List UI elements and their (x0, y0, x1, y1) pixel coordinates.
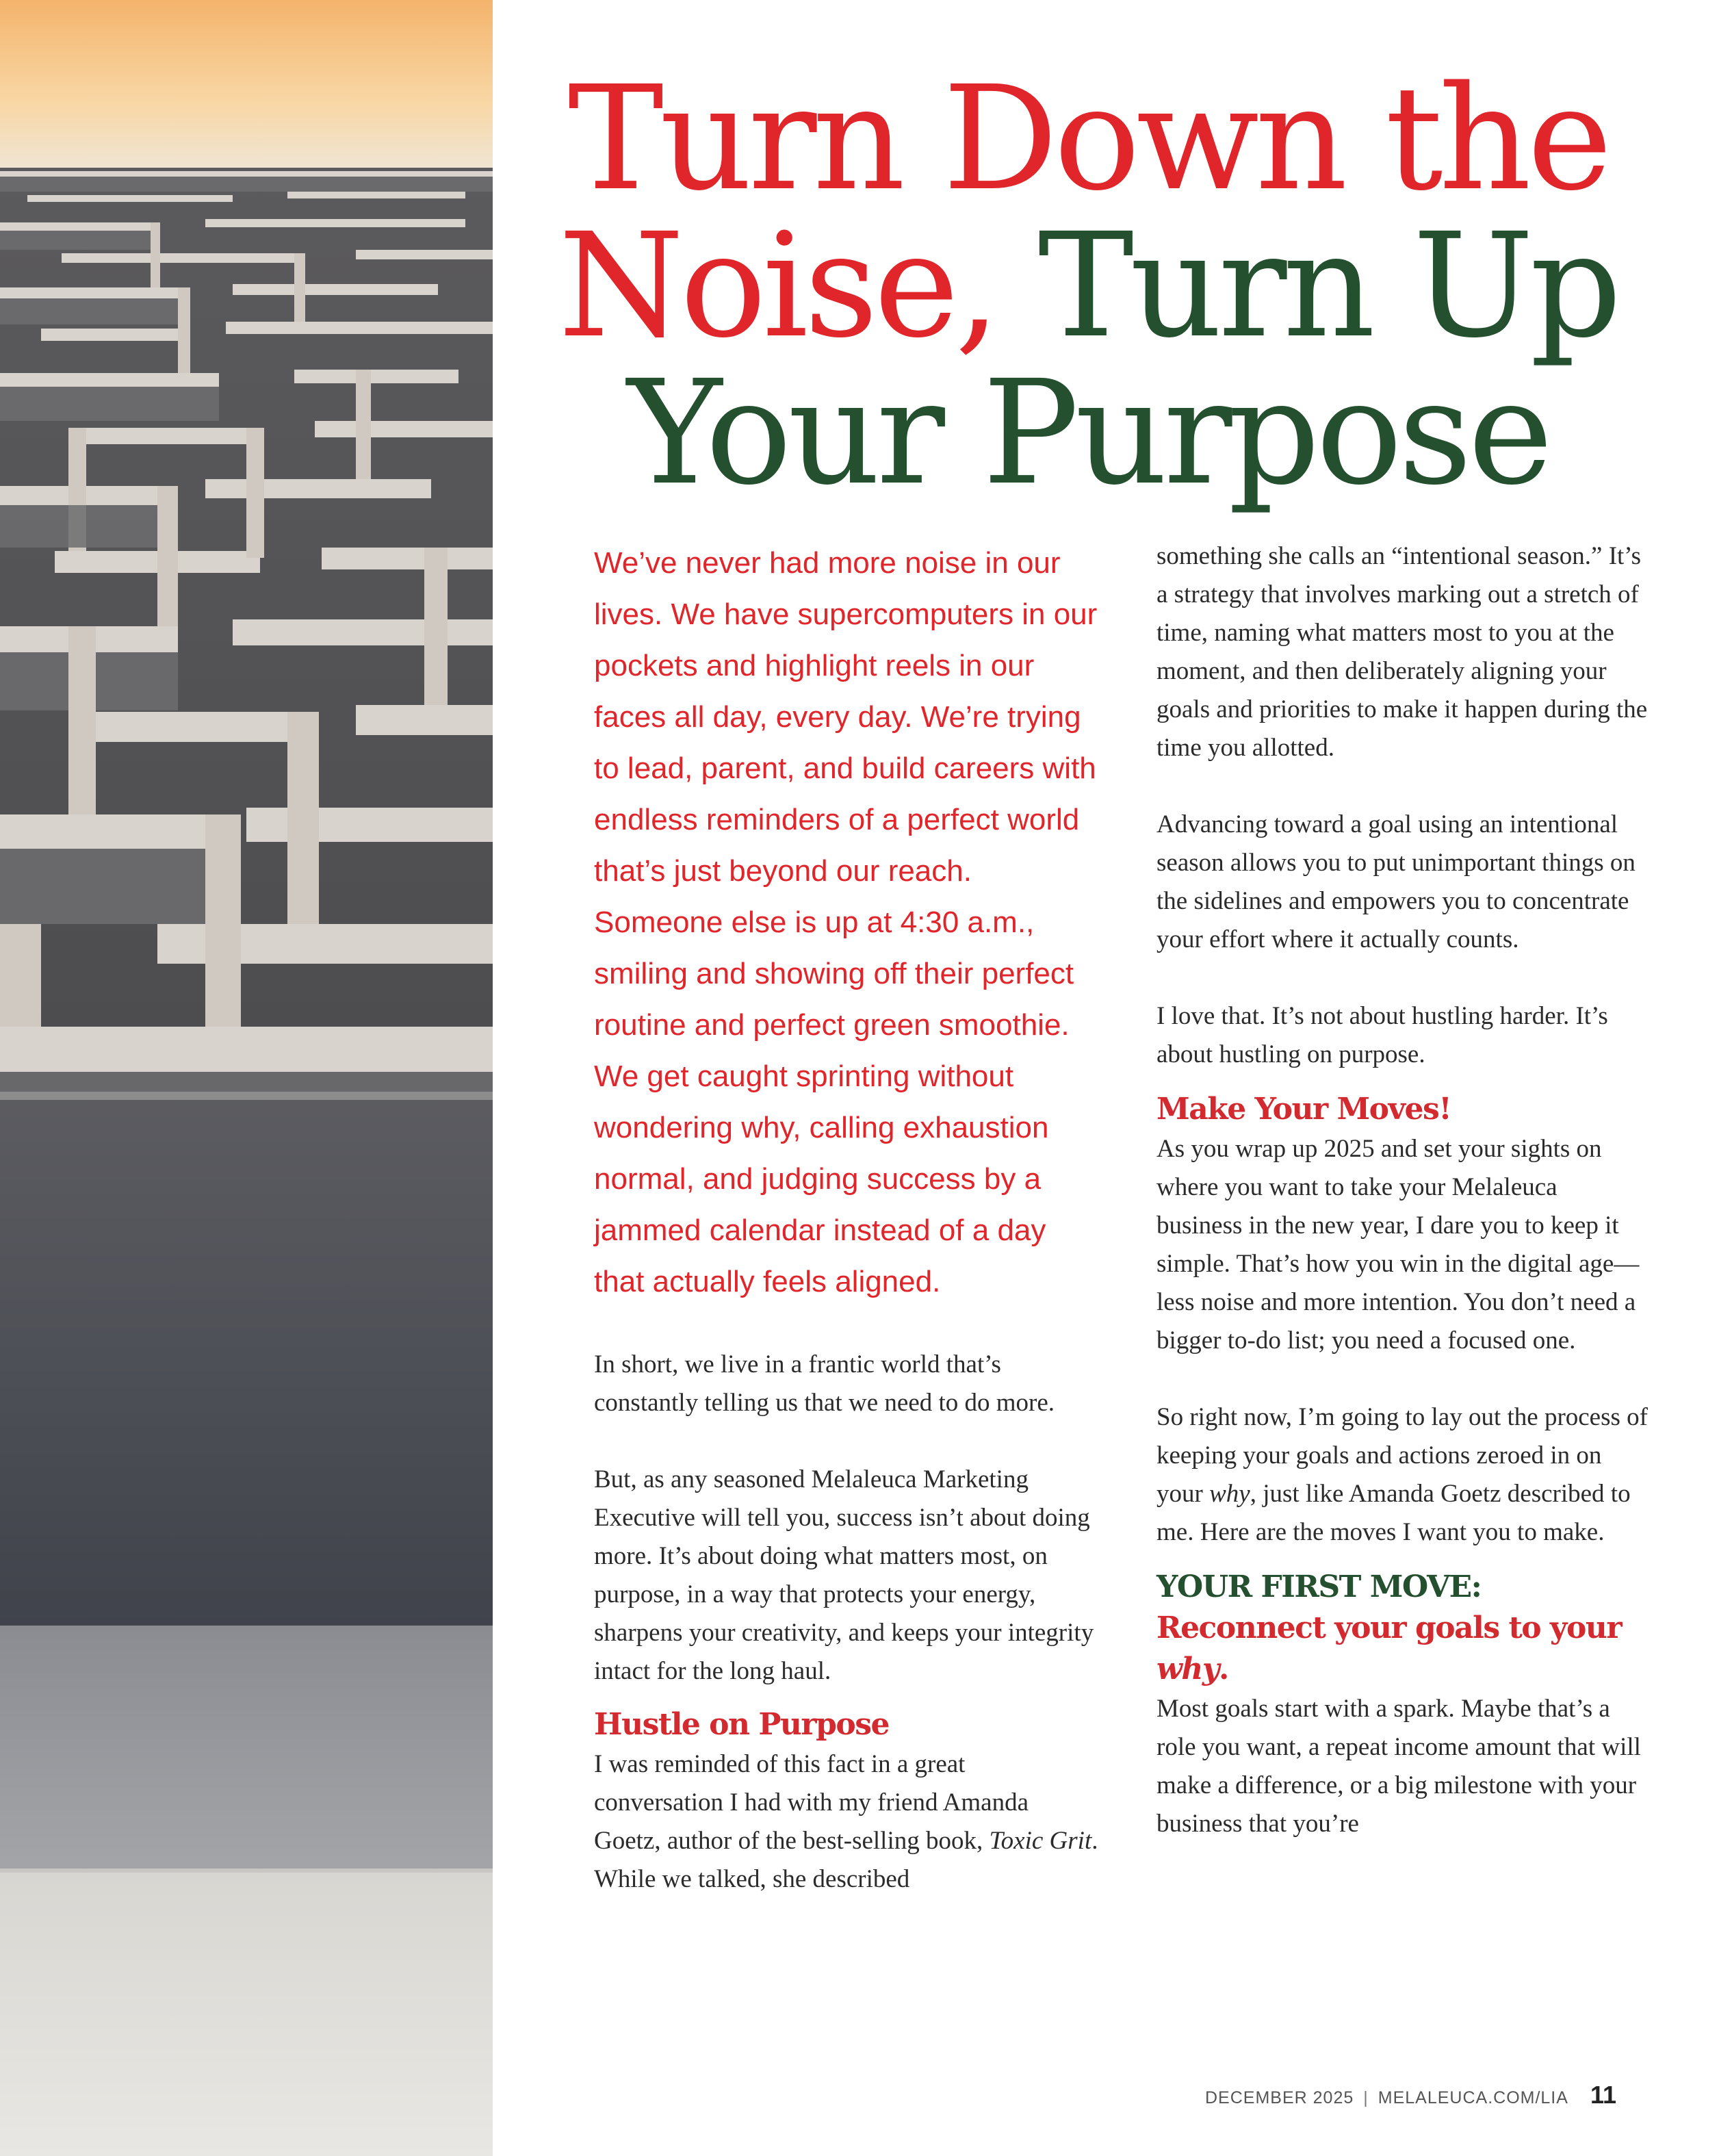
subhead-why: why (1156, 1652, 1219, 1686)
title-line-2 (547, 202, 1629, 370)
para8-text-b: , just like Amanda Goetz described to me. Here are the moves I want you to make. (1156, 1480, 1631, 1546)
article-title (547, 55, 1629, 517)
title-line-1: Turn Down the (567, 55, 1609, 222)
para3-text-a: I was reminded of this fact in a great conversation I had with my friend Amanda Goetz, author of the best-selling book, (594, 1750, 1029, 1855)
title-line-2-green: Turn Up (1037, 202, 1618, 370)
subhead-period: . (1218, 1652, 1228, 1686)
body-paragraph-2: But, as any seasoned Melaleuca Marketing Executive will tell you, success isn’t about doing more. It’s about doing what matters most, on purpose, in a way that protects your energy, sharpens your creativity, and keeps your integrity intact for the long haul. (594, 1465, 1094, 1685)
body-paragraph-5: Advancing toward a goal using an intentional season allows you to put unimportant things on the sidelines and empowers you to concentrate your effort where it actually counts. (1156, 810, 1636, 953)
para8-why: why (1209, 1480, 1250, 1508)
title-line-3: Your Purpose (627, 349, 1549, 517)
subhead-hustle-on-purpose: Hustle on Purpose (594, 1707, 889, 1742)
body-paragraph-7: As you wrap up 2025 and set your sights on where you want to take your Melaleuca business in the new year, I dare you to keep it simple. That’s how you win in the digital age—less noise and more intention. You don’t need a bigger to-do list; you need a focused one. (1156, 1135, 1640, 1355)
subhead-make-your-moves: Make Your Moves! (1156, 1092, 1451, 1127)
body-paragraph-6: I love that. It’s not about hustling harder. It’s about hustling on purpose. (1156, 1002, 1608, 1068)
page-footer (1205, 2081, 1616, 2109)
maze-photo (0, 0, 493, 2156)
para3-text-b: . While we talked, she described (594, 1827, 1098, 1893)
website-url: MELALEUCA.COM/LIA (1378, 2088, 1568, 2107)
subhead-reconnect-text: Reconnect your goals to your (1156, 1610, 1622, 1645)
intro-paragraph: We’ve never had more noise in our lives. We have supercomputers in our pockets and highlight reels in our faces all day, every day. We’re trying to lead, parent, and build careers with endless reminders of a perfect world that’s just beyond our reach. Someone else is up at 4:30 a.m., smiling and showing off their perfect routine and perfect green smoothie. We get caught sprinting without wondering why, calling exhaustion normal, and judging success by a jammed calendar instead of a day that actually feels aligned. (594, 546, 1098, 1298)
subhead-reconnect-goals (1156, 1608, 1649, 1690)
book-title: Toxic Grit (989, 1827, 1092, 1855)
page-number: 11 (1590, 2081, 1616, 2109)
title-line-2-red: Noise, (558, 202, 997, 370)
body-paragraph-3 (594, 1745, 1100, 1899)
issue-date: DECEMBER 2025 (1205, 2088, 1354, 2107)
body-paragraph-1: In short, we live in a frantic world that’s constantly telling us that we need to do more. (594, 1350, 1055, 1417)
left-column (594, 537, 1100, 1899)
subhead-first-move: YOUR FIRST MOVE: (1156, 1569, 1482, 1604)
body-paragraph-4: something she calls an “intentional season.” It’s a strategy that involves marking out a stretch of time, naming what matters most to you at the moment, and then deliberately aligning your goals and priorities to make it happen during the time you allotted. (1156, 542, 1648, 762)
right-column (1156, 537, 1649, 1843)
body-paragraph-9: Most goals start with a spark. Maybe that’s a role you want, a repeat income amount that will make a difference, or a big milestone with your business that you’re (1156, 1695, 1641, 1838)
para8-text-a: So right now, I’m going to lay out the process of keeping your goals and actions zeroed in on your (1156, 1403, 1648, 1508)
body-paragraph-8 (1156, 1398, 1649, 1552)
footer-separator: | (1363, 2088, 1369, 2107)
